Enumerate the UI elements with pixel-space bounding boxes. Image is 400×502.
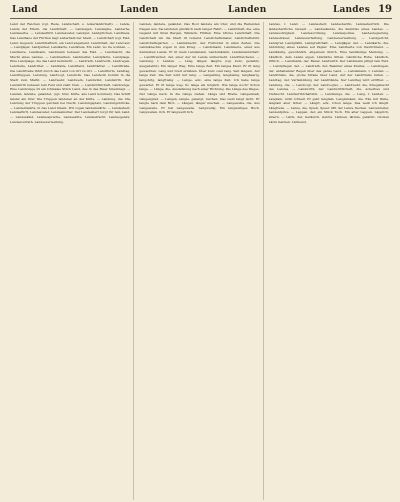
header-right-word: Landes: [333, 5, 370, 15]
header-left-word: Land: [12, 5, 38, 15]
header-center-word-1: Landen: [120, 5, 159, 15]
column-3: [269, 22, 392, 500]
header-center-word-2: Landen: [228, 5, 267, 15]
column-3-text: Landes, ſ. Land. — Landesherr, Landesherrin, Landesherrlich. Die landesherrliche Gewalt. — Landeskunde, die Kenntnis eines Landes. — Landesobrigkeit, Landesordnung, Landespolizei, Landesregierung, Landestrauer, Landesverfaſſung, Landesverwaltung. — Landgericht, Landgraf, Landgräfin, Landgrafſchaft. — Landjäger, der. — Landkarte, die, Abbildung eines Landes auf Papier. Eine Landkarte von Deutſchland. — Landläufig, gewöhnlich, allgemein üblich. Eine landläufige Meinung. — Ländlich, dem Lande eigen. Ländliche Sitten. Ländliche Ruhe. Ländlich, ſittlich. — Landmann, der, Bauer, Landwirth. Der Landmann pflügt ſein Feld. — Landpfleger, der. — Landrath, der, Beamter eines Kreiſes. — Landregen, der, anhaltender Regen über das ganze Land. — Landsmann, ſ. Landen. — Landſtraße, die, große Straße über Land. Auf der Landſtraße reiſen. — Landtag, der, Verſammlung der Landſtände. Der Landtag wird eröffnet. — Landung, die. — Landvogt, der. Landvogtei. — Landwehr, die, Kriegsmacht des Landes. — Landwirth, der. Landwirthſchaft, die, Ackerbau und Viehzucht. Landwirthſchaftlich. — Landzunge, die. — Lang, ſ. Landen. — Langſam, nicht ſchnell. Er geht langſam. Langſamkeit, die. Eile mit Weile, langſam aber ſicher. — Längſt, adv., ſchon lange. Das weiß ich längſt. Längſtens. — Lanze, die, Spieß, Speer. Mit der Lanze ſtechen. Lanzenreiter, Lanzenſpitze. — Lappen, der, ein Stück Tuch. Ein alter Lappen. Läppiſch, albern. — Lärm, der, Geräuſch, Getöſe. Lärmen, lärmte, gelärmt. Großen Lärm machen. Lärmend.: [268, 22, 389, 124]
column-1-text: Land der Reichen (vgl. Rede, Landschaft, s. Ackerlandſchaft). -- Lande, Lande der Eltern, die Landſchaft. — Landeigen, Landeigne, Landerbe, Landeserbe. — Landesfürſt, Landesvater, Landgut, Landgütchen, Landhaus. Das Landhaus der Fürſten liegt außerhalb der Stadt. — Landſchaft (vgl. Feld, Land, Gegend). Landſchaftlich, ein Land angehend. Landſchaft, der Land auf. — Landjäger, Landjunker, Landkarte, Landkreis. Ein Land, wo ſie wohnen. — Landleute, Landmann, Landmann bebauet das Feld. — Landmacht, die Macht eines Landes. — Landmarken, Landmeſſer, Landpfarre, Landplage. Eine Landplage, die das Land heimſucht. — Landrath, Landrecht, Landregen, Landreiſe, Landritter. — Landſaſſe, Landſtand, Landſtädter. — Landſtraße. Die Landſtraße führt durch das Land von Ort zu Ort. — Landſturm, Landtag, Landtruppen, Landung, Landvogt, Landvolk. Das Landvolk kommt in die Stadt zum Markt. — Landwehr, Landwein, Landwind, Landwirth. Der Landwirth bebauet ſein Feld und zieht Vieh. — Landwirthſchaft, Landzunge. Eine Landzunge iſt ein ſchmales Stück Land, das in das Meer hineinragt. — Landen, landete, gelandet, (vgl. Ufer, Küſte, ans Land kommen). Das Schiff landet am Ufer. Die Truppen landeten an der Küſte. — Landung, die. Die Landung der Truppen geſchah bei Nacht. Landungsplatz, Landungsbrücke. — Landeinwärts, in das Land hinein. Wir zogen landeinwärts. — Landesherr, Landesfürſt, Landesvater, Landesmutter. Der Landesherr ſorgt für ſein Land. — Landeskind, Landessprache, Landessitte, Landestracht, Landesgeſetz, Landesverrath, Landesverweiſung.: [10, 22, 131, 124]
text-columns: [10, 22, 392, 500]
column-1: [10, 22, 134, 500]
column-2: [139, 22, 263, 500]
column-2-text: Landen, landete, gelandet. Das Boot landete am Ufer, und die Reiſenden ſtiegen aus. Sie landeten glücklich nach langer Fahrt. — Landſchaft, die, eine Gegend mit ihren Bergen, Wäldern, Flüſſen. Eine ſchöne Landſchaft. Die Landſchaft um die Stadt iſt reizend. Landſchaftsmaler, Landſchaftsbild, Landſchaftsgarten. — Landsknecht, der, Fußſoldat in alten Zeiten. Die Landsknechte zogen in den Krieg. — Landsmann, Landsleute, einer aus demſelben Lande. Er iſt mein Landsmann. Landsmännin, Landsmannſchaft. — Landſtreicher, der, einer der im Lande umherzieht. Landſtreicherei. — Landung, ſ. Landen. — Lang, länger, längſte (vgl. kurz, gedehnt, ausgedehnt). Ein langer Weg. Eine lange Zeit. Ein langes Kleid. Er iſt lang gewachſen. Lang und breit erzählen. Über kurz oder lang. Seit langem. Auf lange Zeit. Die Zeit wird mir lang. — Langarmig, langbeinig, langhaarig, langohrig, langſtielig. — Lange, adv., eine lange Zeit. Ich habe lange gewartet. Er iſt lange weg. So lange als möglich. Wie lange noch? Schon lange. — Länge, die, Ausdehnung nach einer Richtung. Die Länge des Weges. Der Länge nach. In die Länge ziehen. Länge und Breite. Längenmaß, Längengrad. — Langen, langte, gelangt, reichen. Das Geld langt nicht. Er langte nach dem Brot. — Längen, länger machen. — Langeweile, die. Aus Langeweile. Er hat Langeweile. Langweilig. Ein langweiliges Buch. Langweilen, ſich. Er langweilt ſich.: [139, 22, 260, 115]
running-header: [10, 4, 392, 19]
page-number: 19: [378, 4, 392, 15]
